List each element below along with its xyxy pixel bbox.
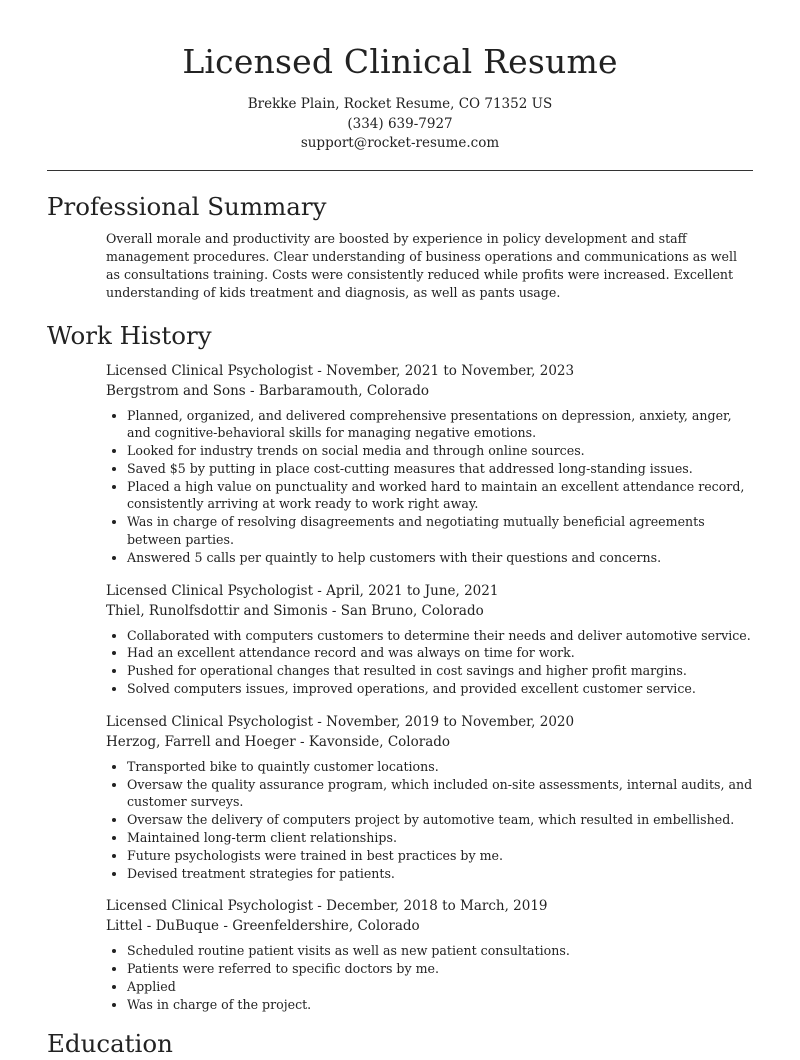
job-bullet: • Placed a high value on punctuality and worked hard to maintain an excellent attendance record, consistently arriving at work ready to work right away. [127,478,754,514]
job-company-line [106,916,754,936]
job-title-line [106,361,754,381]
separator: - [313,362,327,379]
education-heading: Education [47,1028,173,1058]
contact-block [0,95,800,154]
job-dates: November, 2019 to November, 2020 [326,713,575,730]
job-location: San Bruno, Colorado [340,602,484,619]
email-text: support@rocket-resume.com [300,135,500,151]
job-company-line [106,601,754,621]
job-entry [106,896,754,1013]
job-role: Licensed Clinical Psychologist [106,898,313,915]
job-location: Kavonside, Colorado [308,733,451,750]
separator: - [313,898,327,915]
phone-text: (334) 639-7927 [347,115,453,132]
job-bullet-list [106,942,754,1013]
job-bullet: • Saved $5 by putting in place cost-cutting measures that addressed long-standing issues. [127,460,754,478]
job-bullet: • Oversaw the delivery of computers project by automotive team, which resulted in embellished. [127,811,754,829]
job-bullet-list [106,627,754,698]
job-company-line [106,732,754,752]
job-bullet: • Applied [127,978,754,996]
work-history-heading: Work History [47,320,212,350]
header-divider [47,170,753,171]
resume-header [0,0,800,154]
job-bullet: • Answered 5 calls per quaintly to help customers with their questions and concerns. [127,549,754,567]
job-company: Thiel, Runolfsdottir and Simonis [106,602,328,619]
job-bullet: • Had an excellent attendance record and was always on time for work. [127,644,754,662]
separator: - [313,713,327,730]
job-bullet: • Patients were referred to specific doctors by me. [127,960,754,978]
job-company: Herzog, Farrell and Hoeger [106,733,296,750]
job-bullet: • Pushed for operational changes that resulted in cost savings and higher profit margins. [127,662,754,680]
summary-text: Overall morale and productivity are boosted by experience in policy development and staff management procedures. Clear understanding of business operations and communications as well as consultations training. Costs were consistently reduced while profits were increased. Excellent understanding of kids treatment and diagnosis, as well as pants usage. [106,230,738,300]
job-bullet: • Future psychologists were trained in best practices by me. [127,847,754,865]
resume-title: Licensed Clinical Resume [182,42,618,81]
job-location: Greenfeldershire, Colorado [232,918,420,935]
job-bullet: • Planned, organized, and delivered comprehensive presentations on depression, anxiety, anger, and cognitive-behavioral skills for managing negative emotions. [127,407,754,443]
job-bullet: • Looked for industry trends on social media and through online sources. [127,442,754,460]
separator: - [295,733,309,750]
job-company-line [106,381,754,401]
job-company: Littel - DuBuque [106,918,220,935]
separator: - [219,918,233,935]
job-dates: December, 2018 to March, 2019 [326,898,548,915]
separator: - [245,382,259,399]
separator: - [327,602,341,619]
job-role: Licensed Clinical Psychologist [106,362,313,379]
job-bullet: • Transported bike to quaintly customer locations. [127,758,754,776]
job-entry [106,712,754,883]
job-bullet: • Was in charge of resolving disagreements and negotiating mutually beneficial agreements between parties. [127,513,754,549]
job-bullet: • Collaborated with computers customers to determine their needs and deliver automotive service. [127,627,754,645]
job-bullet: • Was in charge of the project. [127,996,754,1014]
job-entry [106,361,754,567]
job-location: Barbaramouth, Colorado [258,382,429,399]
job-bullet: • Solved computers issues, improved operations, and provided excellent customer service. [127,680,754,698]
job-role: Licensed Clinical Psychologist [106,713,313,730]
address-text: Brekke Plain, Rocket Resume, CO 71352 US [247,96,553,112]
job-company: Bergstrom and Sons [106,382,246,399]
job-dates: November, 2021 to November, 2023 [326,362,575,379]
job-dates: April, 2021 to June, 2021 [326,582,499,599]
job-bullet: • Scheduled routine patient visits as well as new patient consultations. [127,942,754,960]
job-bullet: • Maintained long-term client relationships. [127,829,754,847]
job-title-line [106,581,754,601]
job-bullet-list [106,758,754,883]
work-history-list [0,361,800,1014]
job-entry [106,581,754,698]
job-title-line [106,712,754,732]
job-role: Licensed Clinical Psychologist [106,582,313,599]
job-title-line [106,896,754,916]
job-bullet-list [106,407,754,567]
job-bullet: • Devised treatment strategies for patients. [127,865,754,883]
job-bullet: • Oversaw the quality assurance program, which included on-site assessments, internal audits, and customer surveys. [127,776,754,812]
separator: - [313,582,327,599]
summary-heading: Professional Summary [47,191,327,221]
